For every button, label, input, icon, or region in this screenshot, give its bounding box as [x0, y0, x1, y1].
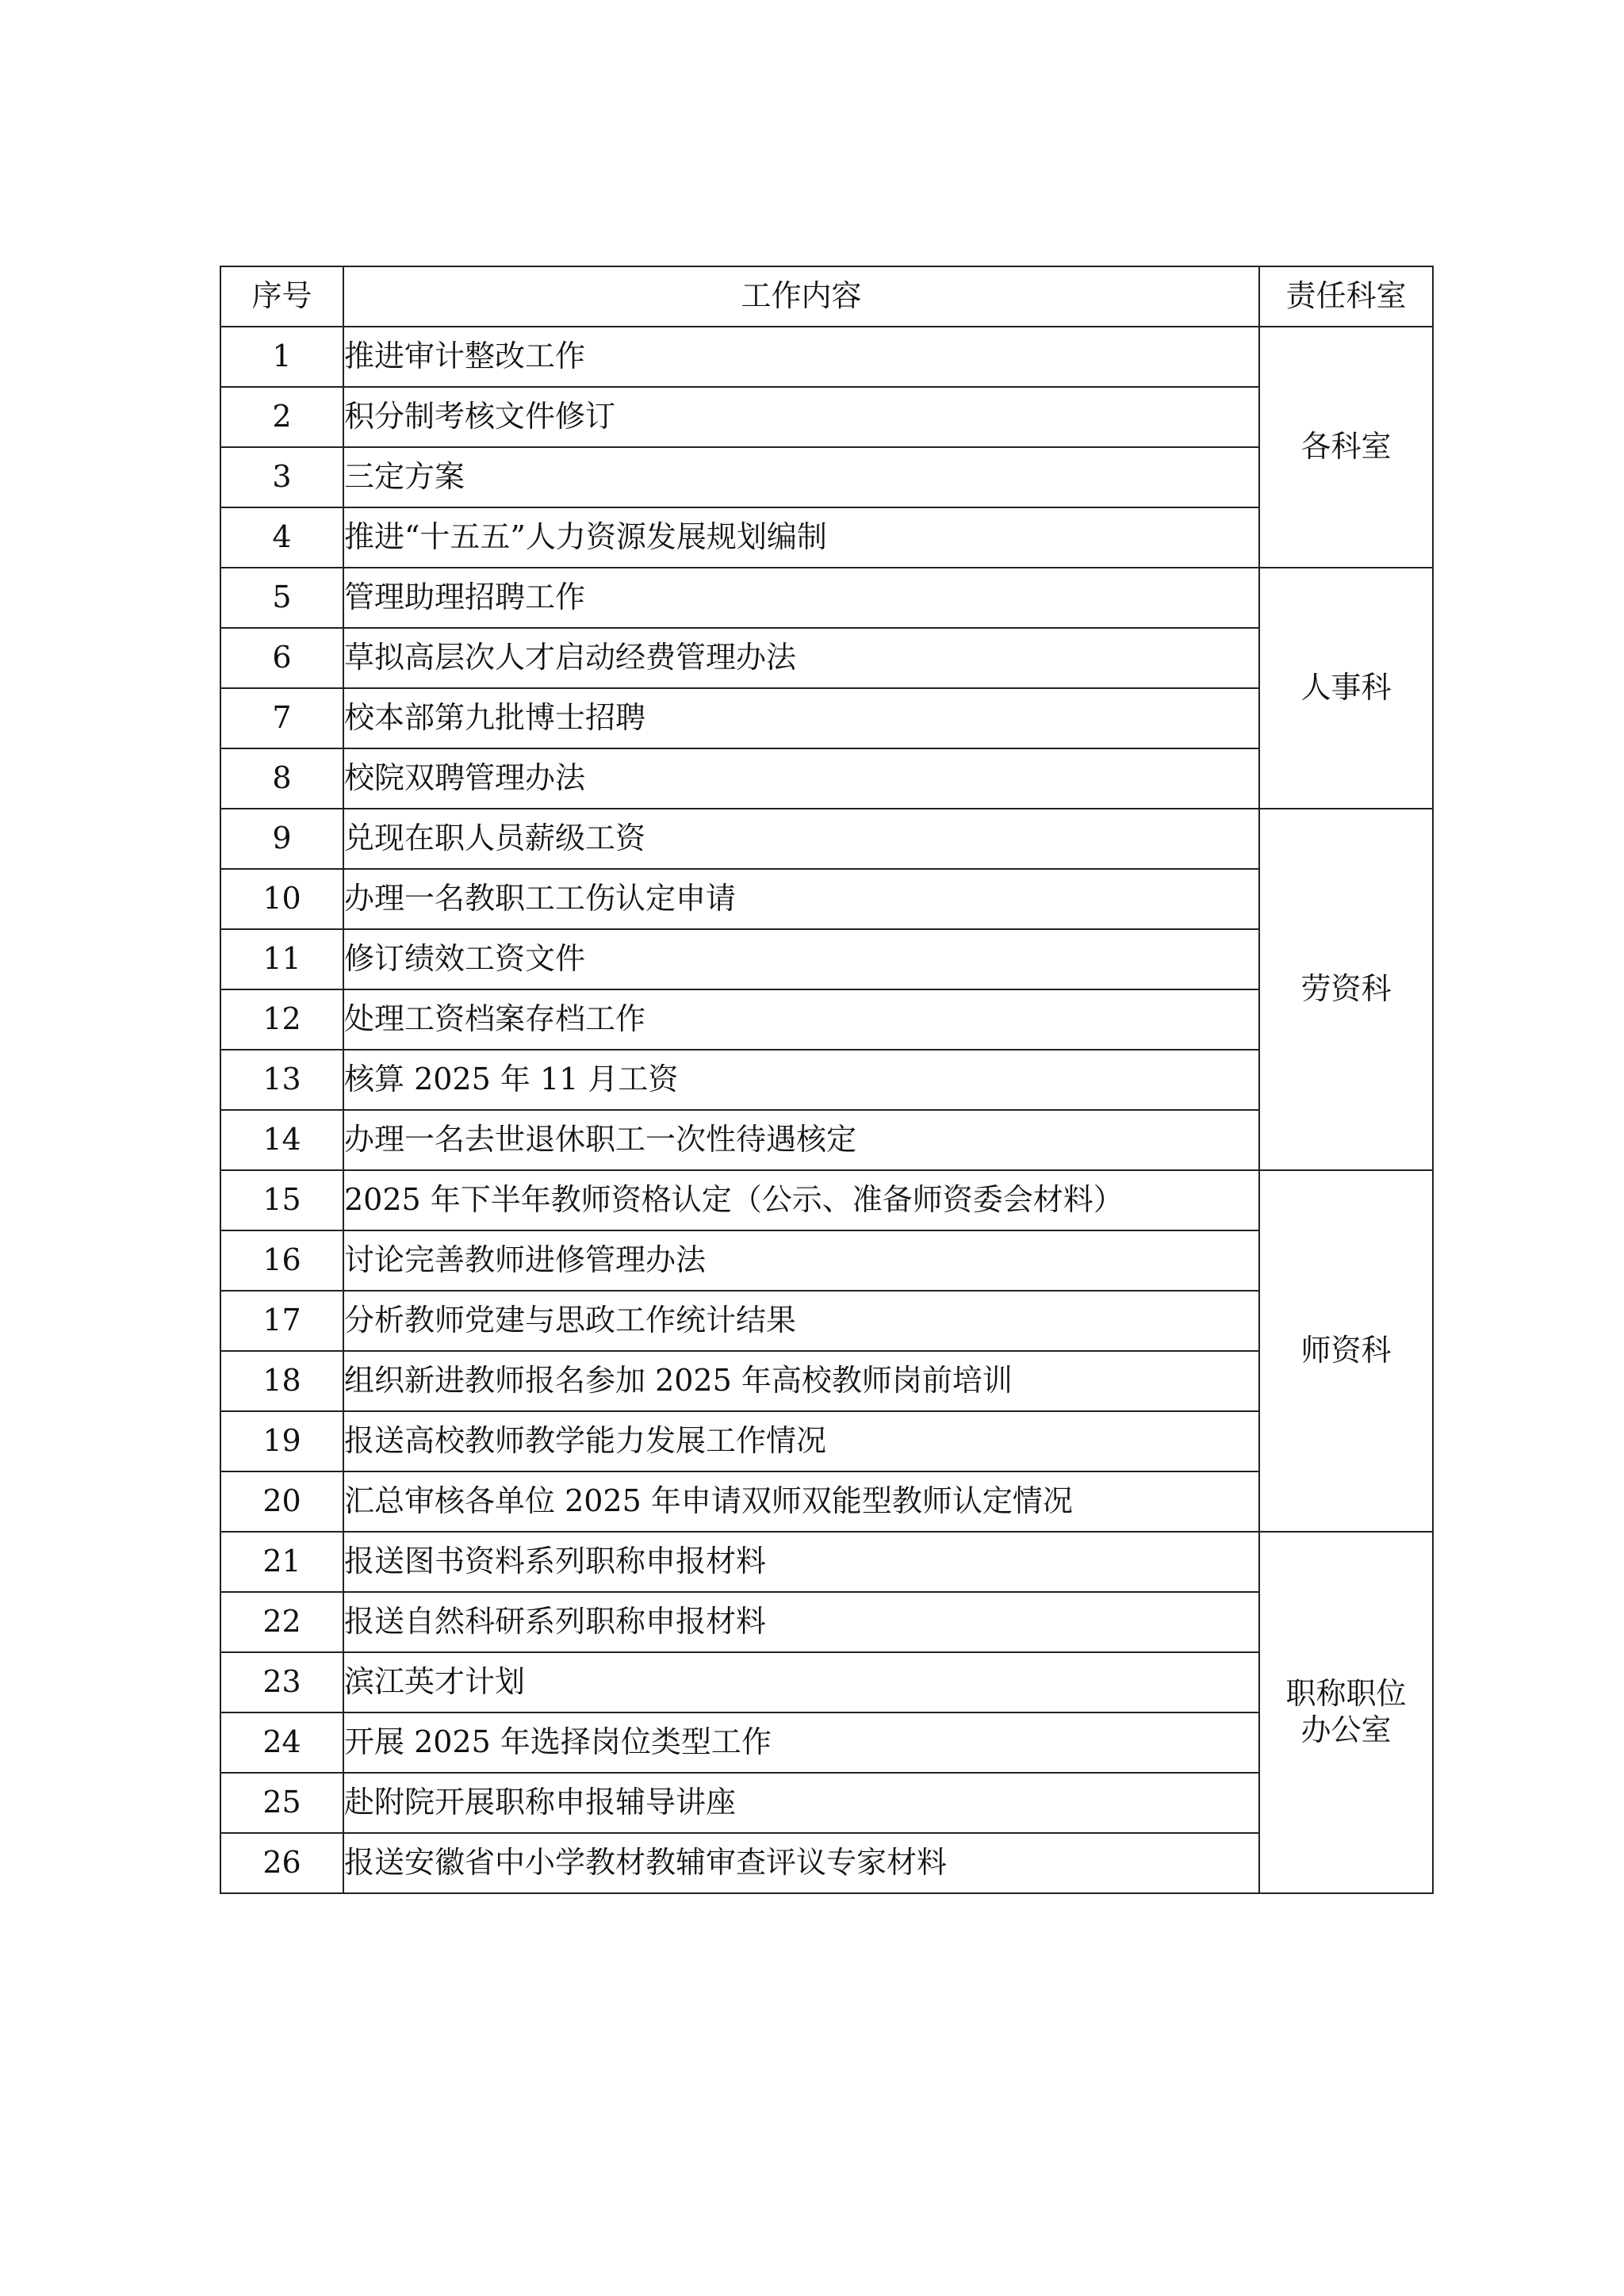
header-responsible-office: 责任科室: [1259, 266, 1433, 327]
row-task: 讨论完善教师进修管理办法: [343, 1230, 1259, 1291]
row-number: 15: [220, 1170, 343, 1230]
row-number: 24: [220, 1712, 343, 1773]
row-number: 3: [220, 447, 343, 507]
table-row: [220, 1050, 1433, 1110]
row-number: 16: [220, 1230, 343, 1291]
row-number: 9: [220, 809, 343, 869]
table-row: [220, 1652, 1433, 1712]
row-number: 12: [220, 989, 343, 1050]
table-row: [220, 748, 1433, 809]
table-row: [220, 1712, 1433, 1773]
department-name: 职称职位办公室: [1285, 1676, 1407, 1747]
row-task: 报送自然科研系列职称申报材料: [343, 1592, 1259, 1652]
row-task: 修订绩效工资文件: [343, 929, 1259, 989]
row-number: 2: [220, 387, 343, 447]
row-task: 组织新进教师报名参加 2025 年高校教师岗前培训: [343, 1351, 1259, 1411]
row-number: 20: [220, 1471, 343, 1532]
row-number: 7: [220, 688, 343, 748]
table-row: [220, 507, 1433, 568]
row-task: 草拟高层次人才启动经费管理办法: [343, 628, 1259, 688]
table-row: [220, 628, 1433, 688]
table-row: [220, 869, 1433, 929]
row-task: 校本部第九批博士招聘: [343, 688, 1259, 748]
row-number: 18: [220, 1351, 343, 1411]
row-task: 2025 年下半年教师资格认定（公示、准备师资委会材料）: [343, 1170, 1259, 1230]
department-name: 各科室: [1300, 429, 1392, 465]
department-cell: [1259, 1532, 1433, 1893]
row-number: 4: [220, 507, 343, 568]
department-cell: [1259, 1170, 1433, 1532]
row-task: 报送安徽省中小学教材教辅审查评议专家材料: [343, 1833, 1259, 1893]
table-row: [220, 929, 1433, 989]
row-task: 兑现在职人员薪级工资: [343, 809, 1259, 869]
row-number: 11: [220, 929, 343, 989]
row-number: 26: [220, 1833, 343, 1893]
table-header-row: [220, 266, 1433, 327]
row-number: 22: [220, 1592, 343, 1652]
row-task: 积分制考核文件修订: [343, 387, 1259, 447]
table-row: [220, 1230, 1433, 1291]
row-task: 管理助理招聘工作: [343, 568, 1259, 628]
row-task: 开展 2025 年选择岗位类型工作: [343, 1712, 1259, 1773]
department-name: 人事科: [1300, 670, 1392, 706]
table-row: [220, 1411, 1433, 1471]
row-number: 21: [220, 1532, 343, 1592]
table-row: [220, 327, 1433, 387]
table-row: [220, 1532, 1433, 1592]
table-row: [220, 1110, 1433, 1170]
table-row: [220, 568, 1433, 628]
row-number: 25: [220, 1773, 343, 1833]
row-task: 办理一名教职工工伤认定申请: [343, 869, 1259, 929]
table-row: [220, 1170, 1433, 1230]
row-number: 19: [220, 1411, 343, 1471]
row-number: 5: [220, 568, 343, 628]
row-task: 三定方案: [343, 447, 1259, 507]
table-row: [220, 447, 1433, 507]
row-task: 滨江英才计划: [343, 1652, 1259, 1712]
table-row: [220, 1471, 1433, 1532]
row-number: 6: [220, 628, 343, 688]
row-task: 办理一名去世退休职工一次性待遇核定: [343, 1110, 1259, 1170]
table-row: [220, 1773, 1433, 1833]
row-task: 报送高校教师教学能力发展工作情况: [343, 1411, 1259, 1471]
table-row: [220, 1833, 1433, 1893]
table-row: [220, 989, 1433, 1050]
work-table: [220, 266, 1434, 1894]
row-task: 处理工资档案存档工作: [343, 989, 1259, 1050]
table-row: [220, 809, 1433, 869]
row-task: 校院双聘管理办法: [343, 748, 1259, 809]
table-row: [220, 688, 1433, 748]
row-number: 14: [220, 1110, 343, 1170]
department-cell: [1259, 327, 1433, 568]
row-number: 1: [220, 327, 343, 387]
row-task: 分析教师党建与思政工作统计结果: [343, 1291, 1259, 1351]
table-row: [220, 387, 1433, 447]
table-row: [220, 1592, 1433, 1652]
department-cell: [1259, 809, 1433, 1170]
row-task: 报送图书资料系列职称申报材料: [343, 1532, 1259, 1592]
row-number: 10: [220, 869, 343, 929]
row-number: 13: [220, 1050, 343, 1110]
department-name: 劳资科: [1300, 971, 1392, 1007]
department-cell: [1259, 568, 1433, 809]
header-serial-number: 序号: [220, 266, 343, 327]
table-row: [220, 1351, 1433, 1411]
header-work-content: 工作内容: [343, 266, 1259, 327]
department-name: 师资科: [1300, 1333, 1392, 1368]
row-task: 核算 2025 年 11 月工资: [343, 1050, 1259, 1110]
row-number: 8: [220, 748, 343, 809]
row-number: 23: [220, 1652, 343, 1712]
table-row: [220, 1291, 1433, 1351]
row-task: 推进审计整改工作: [343, 327, 1259, 387]
row-task: 赴附院开展职称申报辅导讲座: [343, 1773, 1259, 1833]
row-number: 17: [220, 1291, 343, 1351]
row-task: 汇总审核各单位 2025 年申请双师双能型教师认定情况: [343, 1471, 1259, 1532]
row-task: 推进“十五五”人力资源发展规划编制: [343, 507, 1259, 568]
